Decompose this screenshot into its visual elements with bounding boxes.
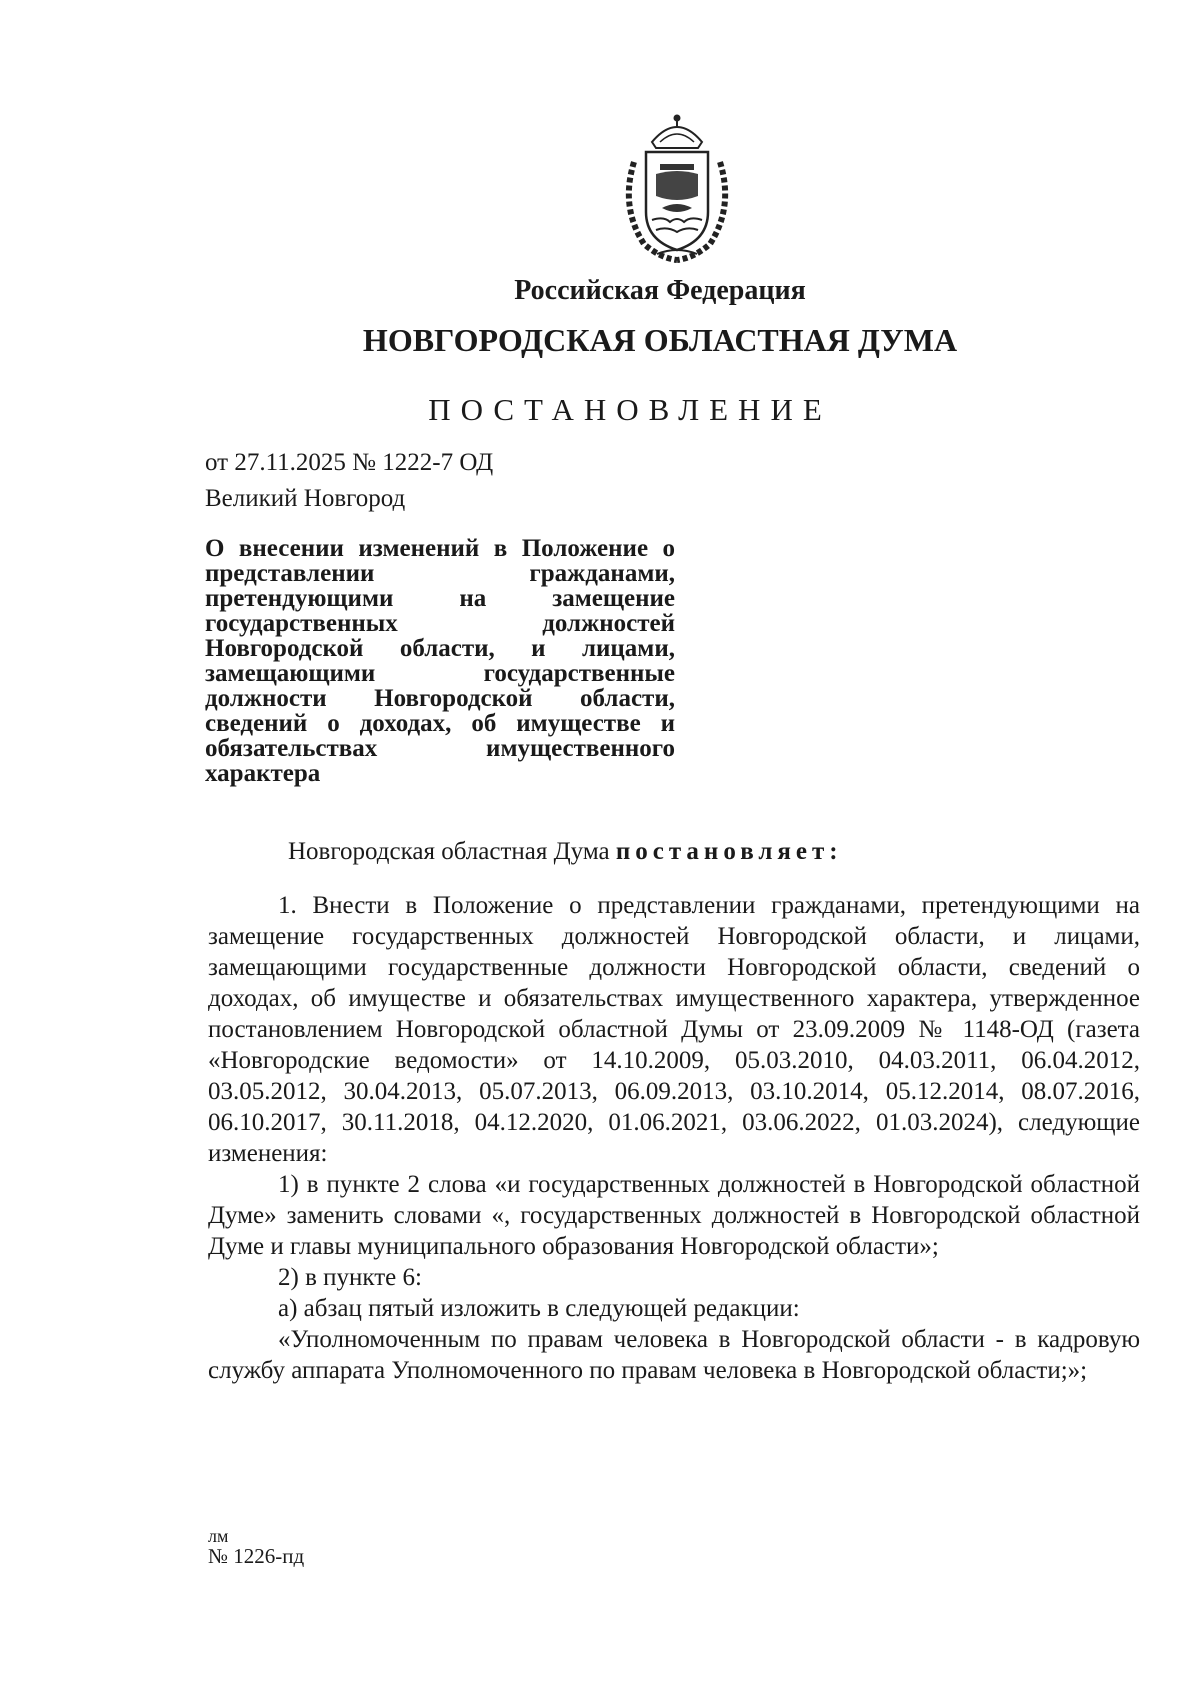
document-subject: О внесении изменений в Положение о представлении гражданами, претендующими на замещение государственных должностей Новгородской области, и лицами, замещающими государственные должности Новгородской области, сведений о доходах, об имуществе и обязательствах имущественного характера xyxy=(205,535,675,787)
preamble xyxy=(288,838,843,866)
body-paragraph: «Уполномоченным по правам человека в Новгородской области - в кадровую службу аппарата Уполномоченного по правам человека в Новгородской области;»; xyxy=(208,1326,1140,1384)
footer-initials: лм xyxy=(208,1526,229,1546)
body-paragraph: а) абзац пятый изложить в следующей редакции: xyxy=(278,1295,800,1322)
preamble-subject: Новгородская областная Дума xyxy=(288,838,610,865)
novgorod-coat-of-arms-icon xyxy=(612,112,742,264)
preamble-verb: постановляет: xyxy=(615,838,843,865)
document-date-number: от 27.11.2025 № 1222-7 ОД xyxy=(205,449,494,476)
organization-title: НОВГОРОДСКАЯ ОБЛАСТНАЯ ДУМА xyxy=(362,322,958,358)
footer-number: № 1226-пд xyxy=(208,1544,305,1568)
body-paragraph: 1) в пункте 2 слова «и государственных должностей в Новгородской областной Думе» заменить словами «, государственных должностей в Новгородской областной Думе и главы муниципального образования Новгородской области»; xyxy=(208,1171,1140,1260)
body-paragraph: 2) в пункте 6: xyxy=(278,1264,422,1291)
country-title: Российская Федерация xyxy=(514,275,806,306)
document-type: ПОСТАНОВЛЕНИЕ xyxy=(428,392,832,427)
document-body xyxy=(208,890,1140,1386)
body-paragraph: 1. Внести в Положение о представлении гражданами, претендующими на замещение государственных должностей Новгородской области, и лицами, замещающими государственные должности Новгородской области, сведений о доходах, об имуществе и обязательствах имущественного характера, утвержденное постановлением Новгородской областной Думы от 23.09.2009 № 1148-ОД (газета «Новгородские ведомости» от 14.10.2009, 05.03.2010, 04.03.2011, 06.04.2012, 03.05.2012, 30.04.2013, 05.07.2013, 06.09.2013, 03.10.2014, 05.12.2014, 08.07.2016, 06.10.2017, 30.11.2018, 04.12.2020, 01.06.2021, 03.06.2022, 01.03.2024), следующие изменения: xyxy=(208,892,1140,1167)
document-city: Великий Новгород xyxy=(205,485,406,512)
